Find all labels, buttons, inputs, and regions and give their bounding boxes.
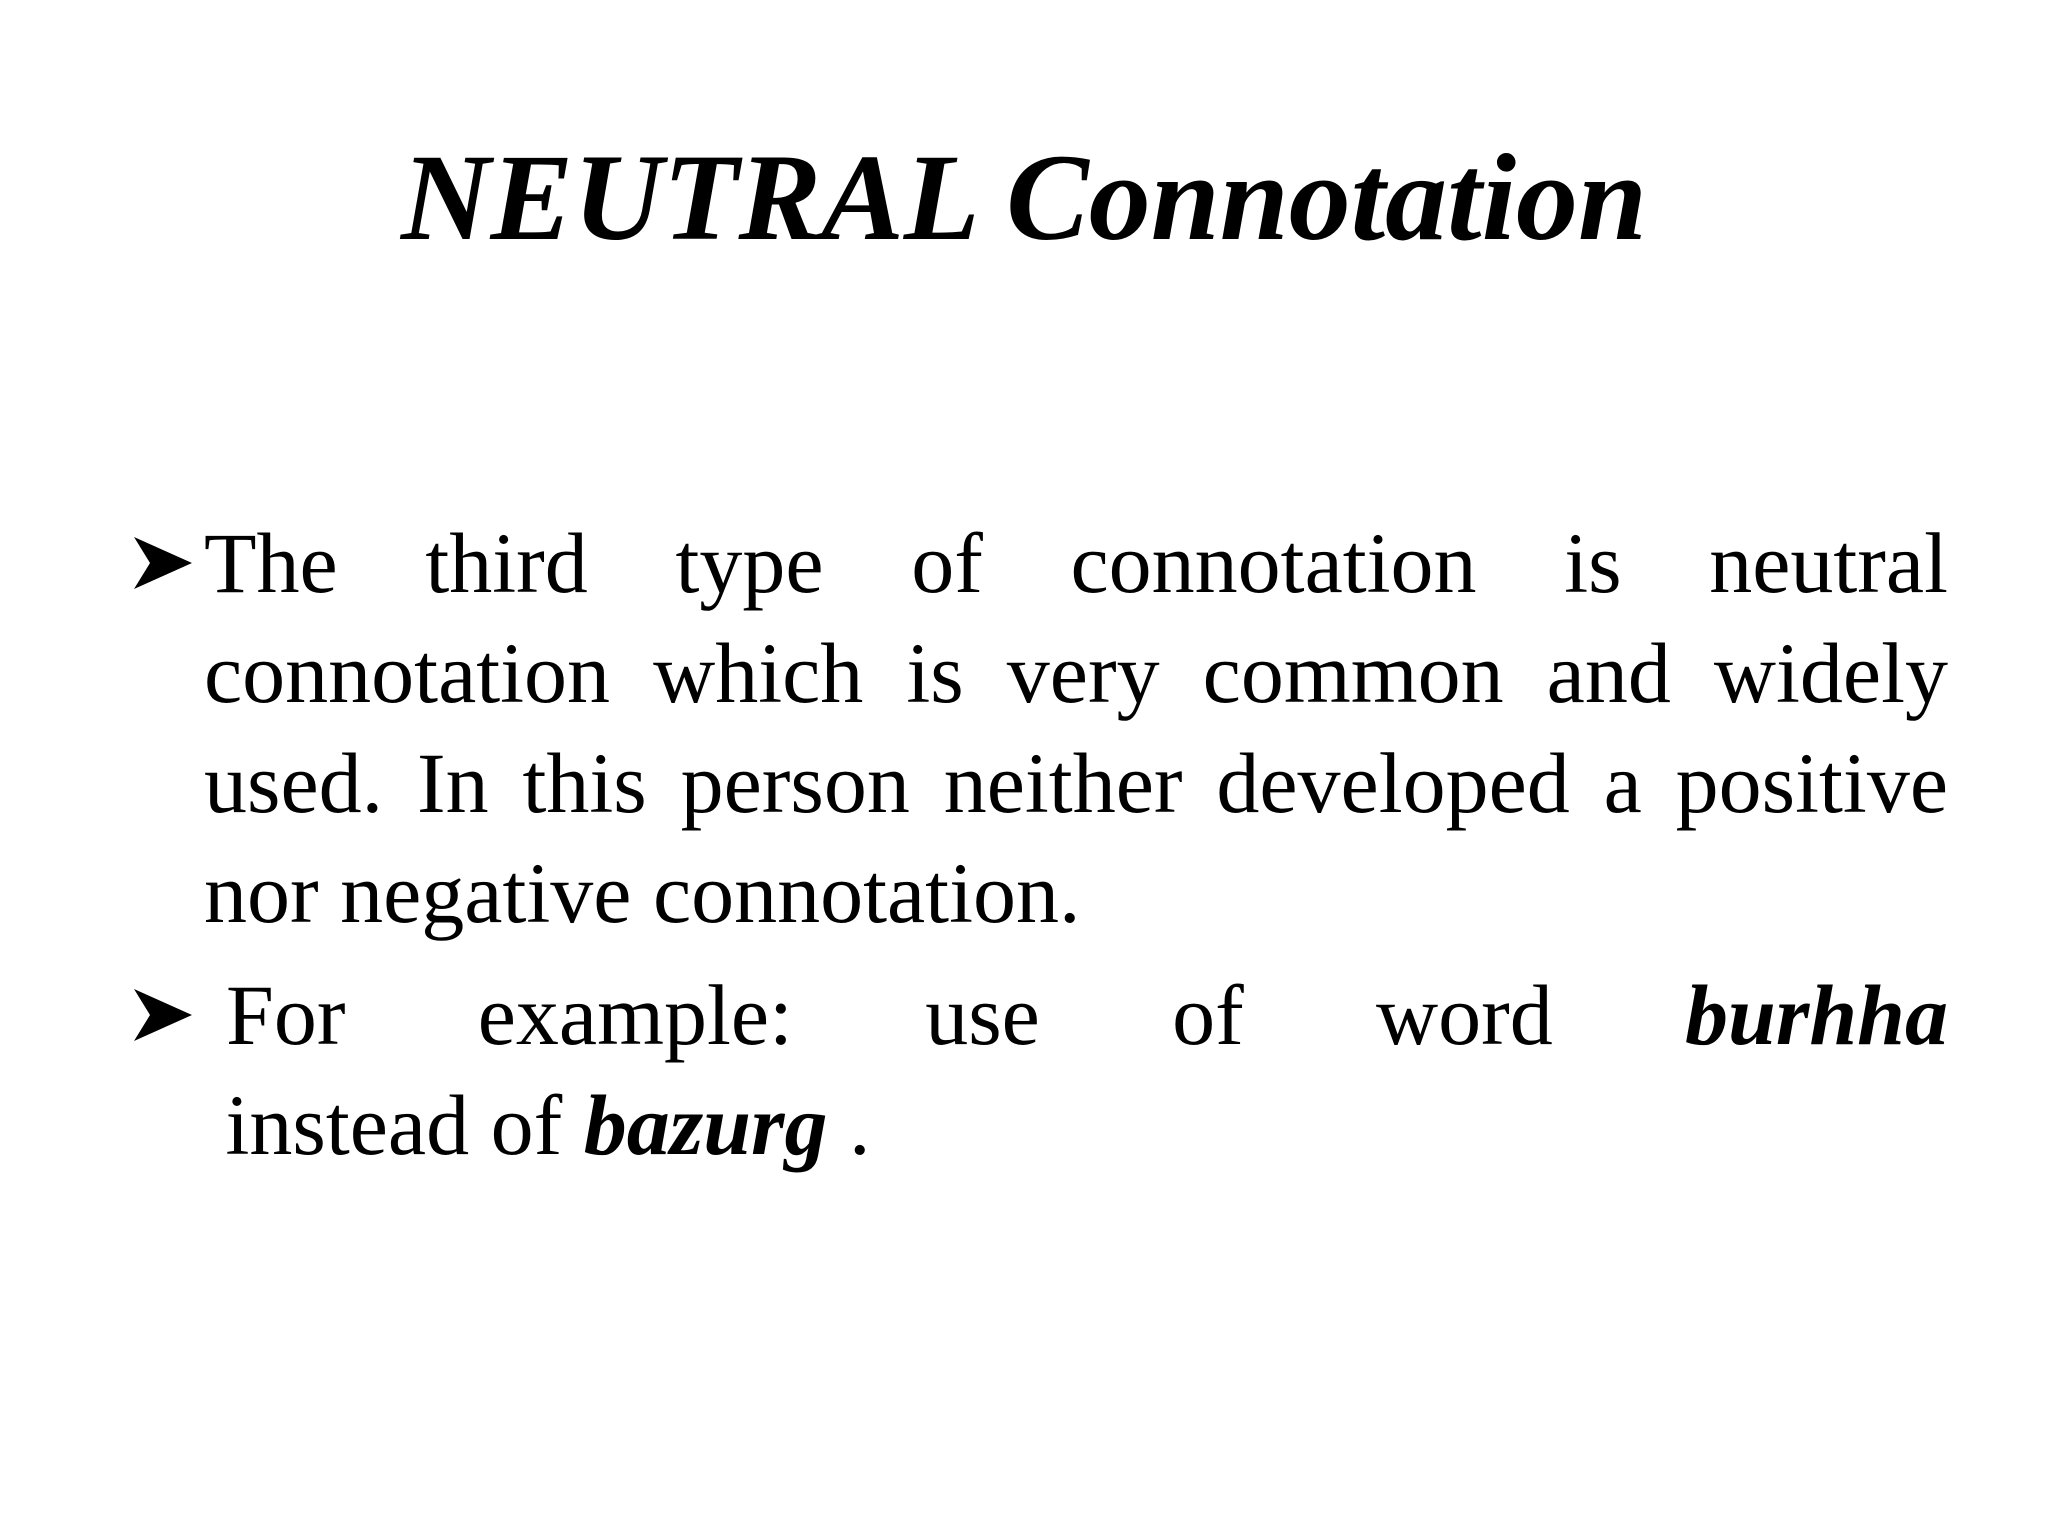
- bullet-list: [128, 508, 1948, 1192]
- arrowhead-bullet-icon: [128, 960, 204, 1070]
- example-middle: instead of: [204, 1077, 584, 1173]
- example-term-burhha: burhha: [1685, 967, 1948, 1063]
- bullet-item-1: [128, 508, 1948, 948]
- bullet-item-2: [128, 960, 1948, 1180]
- bullet-text: The third type of connotation is neutral connotation which is very common and widely used. In this person neither developed a positive nor negative connotation.: [204, 515, 1948, 941]
- example-prefix: For example: use of word: [226, 967, 1686, 1063]
- slide-title: NEUTRAL Connotation: [400, 129, 1648, 266]
- example-term-bazurg: bazurg: [583, 1077, 828, 1173]
- example-suffix: .: [827, 1077, 871, 1173]
- arrowhead-bullet-icon: [128, 508, 204, 618]
